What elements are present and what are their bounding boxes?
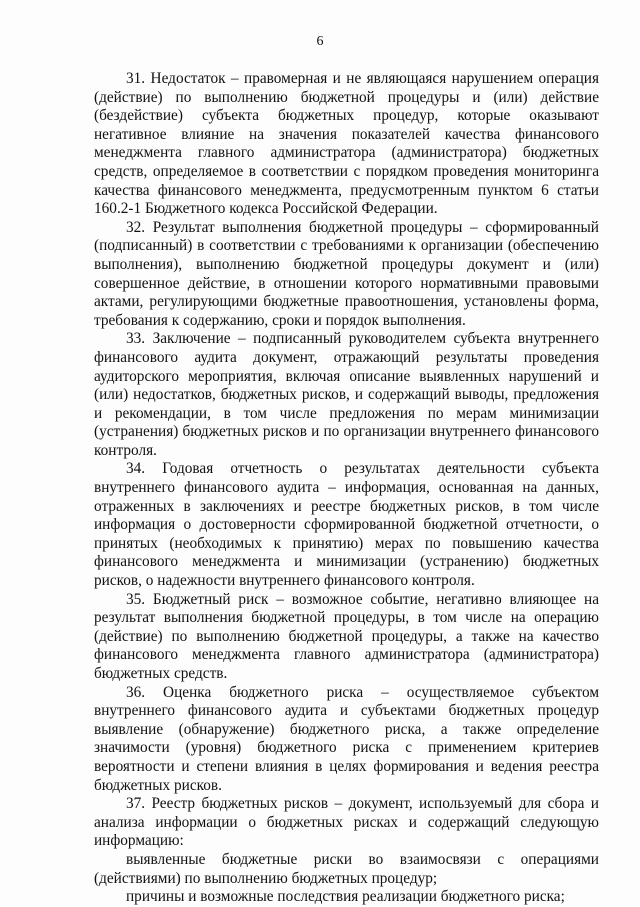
paragraph-36-risk-assessment: 36. Оценка бюджетного риска – осуществляемое субъектом внутреннего финансового аудита и субъектами бюджетных процедур выявление (обнаружение) бюджетного риска, а также определение значимости (уровня) бюджетного риска с применением критериев вероятности и степени влияния в целях формирования и ведения реестра бюджетных рисков. [94, 683, 599, 794]
paragraph-37-risk-register: 37. Реестр бюджетных рисков – документ, используемый для сбора и анализа информации о бюджетных рисках и содержащий следующую информацию: [94, 795, 599, 850]
paragraph-32-procedure-result: 32. Результат выполнения бюджетной процедуры – сформированный (подписанный) в соответствии с требованиями к организации (обеспечению выполнения), выполнению бюджетной процедуры документ и (или) совершенное действие, в отношении которого нормативными правовыми актами, регулирующими бюджетные правоотношения, установлены форма, требования к содержанию, сроки и порядок выполнения. [94, 218, 599, 329]
document-body [94, 70, 599, 907]
paragraph-34-annual-reporting: 34. Годовая отчетность о результатах деятельности субъекта внутреннего финансового аудита – информация, основанная на данных, отраженных в заключениях и реестре бюджетных рисков, в том числе информация о достоверности сформированной бюджетной отчетности, о принятых (необходимых к принятию) мерах по повышению качества финансового менеджмента и минимизации (устранению) бюджетных рисков, о надежности внутреннего финансового контроля. [94, 460, 599, 590]
list-item-risk-causes: причины и возможные последствия реализации бюджетного риска; [126, 888, 565, 906]
paragraph-33-conclusion: 33. Заключение – подписанный руководителем субъекта внутреннего финансового аудита документ, отражающий результаты проведения аудиторского мероприятия, включая описание выявленных нарушений и (или) недостатков, бюджетных рисков, и содержащий выводы, предложения и рекомендации, в том числе предложения по мерам минимизации (устранения) бюджетных рисков и по организации внутреннего финансового контроля. [94, 330, 599, 459]
paragraph-35-budget-risk: 35. Бюджетный риск – возможное событие, негативно влияющее на результат выполнения бюджетной процедуры, в том числе на операцию (действие) по выполнению бюджетной процедуры, а также на качество финансового менеджмента главного администратора (администратора) бюджетных средств. [94, 590, 599, 682]
list-item-identified-risks: выявленные бюджетные риски во взаимосвязи с операциями (действиями) по выполнению бюджетных процедур; [94, 850, 599, 887]
paragraph-31-defect: 31. Недостаток – правомерная и не являющаяся нарушением операция (действие) по выполнению бюджетной процедуры и (или) действие (бездействие) субъекта бюджетных процедур, которые оказывают негативное влияние на значения показателей качества финансового менеджмента главного администратора (администратора) бюджетных средств, определяемое в соответствии с порядком проведения мониторинга качества финансового менеджмента, предусмотренным пунктом 6 статьи 160.2-1 Бюджетного кодекса Российской Федерации. [94, 70, 599, 218]
page-number: 6 [316, 34, 324, 49]
